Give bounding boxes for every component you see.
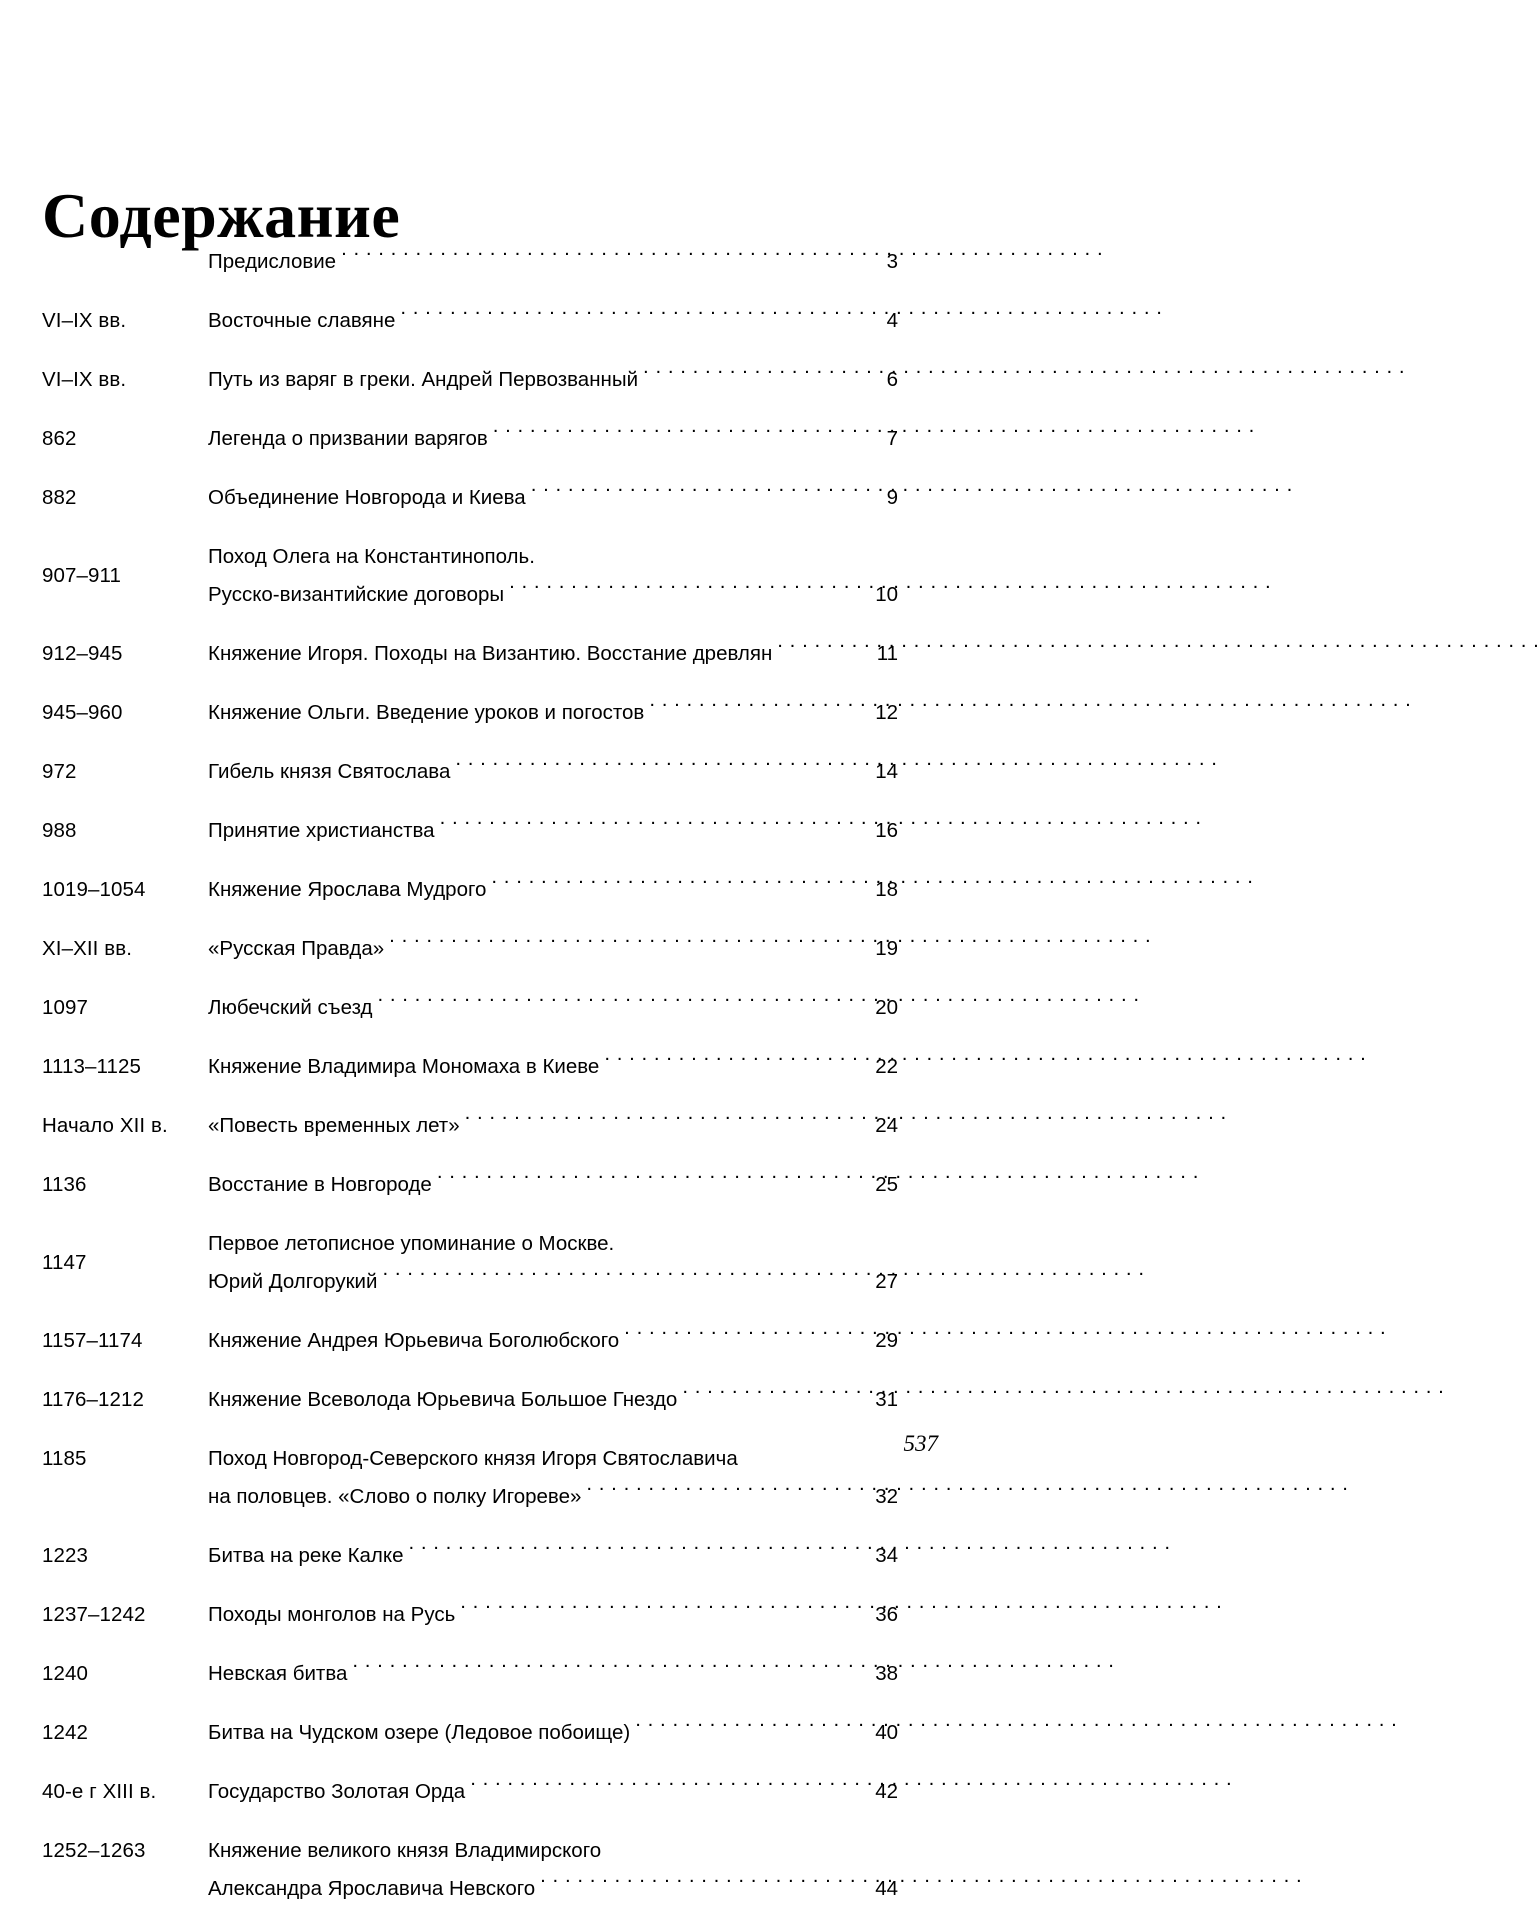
leader-dots bbox=[455, 758, 869, 779]
entry-page-number: 14 bbox=[875, 760, 898, 783]
leader-dots bbox=[493, 425, 869, 446]
entry-page-number: 44 bbox=[875, 1877, 898, 1900]
entry-body bbox=[208, 635, 898, 673]
entry-date: 1136 bbox=[42, 1173, 87, 1196]
entry-title: Путь из варяг в греки. Андрей Первозванный bbox=[208, 368, 639, 391]
entry-date: 912–945 bbox=[42, 642, 123, 665]
leader-dots bbox=[777, 640, 869, 661]
toc-entry[interactable] bbox=[42, 753, 898, 791]
toc-entry[interactable] bbox=[42, 243, 898, 281]
toc-entry[interactable] bbox=[42, 1655, 898, 1693]
entry-page-number: 25 bbox=[875, 1173, 898, 1196]
entry-page-number: 24 bbox=[875, 1114, 898, 1137]
toc-entry[interactable] bbox=[42, 361, 898, 399]
leader-dots bbox=[604, 1053, 869, 1074]
entry-line bbox=[208, 1107, 898, 1145]
entry-title: Первое летописное упоминание о Москве. bbox=[208, 1232, 615, 1255]
toc-entry[interactable] bbox=[42, 479, 898, 517]
entry-line bbox=[208, 1537, 898, 1575]
leader-dots bbox=[649, 699, 869, 720]
toc-entry[interactable] bbox=[42, 1225, 898, 1301]
toc-entry[interactable] bbox=[42, 694, 898, 732]
entry-line bbox=[208, 930, 898, 968]
entry-page-number: 20 bbox=[875, 996, 898, 1019]
entry-page-number: 31 bbox=[875, 1388, 898, 1411]
entry-date: 1252–1263 bbox=[42, 1839, 146, 1862]
toc-entry[interactable] bbox=[42, 420, 898, 458]
entry-title: Княжение Ольги. Введение уроков и погостов bbox=[208, 701, 645, 724]
leader-dots bbox=[624, 1327, 869, 1348]
entry-body bbox=[208, 1655, 898, 1693]
entry-title: Объединение Новгорода и Киева bbox=[208, 486, 526, 509]
entry-title: Принятие христианства bbox=[208, 819, 435, 842]
leader-dots bbox=[635, 1719, 869, 1740]
toc-entry[interactable] bbox=[42, 1322, 898, 1360]
page-title: Содержание bbox=[42, 179, 401, 251]
entry-title: Княжение Игоря. Походы на Византию. Восстание древлян bbox=[208, 642, 773, 665]
toc-entry[interactable] bbox=[42, 930, 898, 968]
toc-entry[interactable] bbox=[42, 1773, 898, 1811]
entry-page-number: 12 bbox=[875, 701, 898, 724]
entry-date: 1223 bbox=[42, 1544, 89, 1567]
entry-date: XI–XII вв. bbox=[42, 937, 133, 960]
entry-page-number: 18 bbox=[875, 878, 898, 901]
entry-body bbox=[208, 753, 898, 791]
entry-body bbox=[208, 1773, 898, 1811]
leader-dots bbox=[682, 1386, 869, 1407]
entry-page-number: 29 bbox=[875, 1329, 898, 1352]
toc-entry[interactable] bbox=[42, 302, 898, 340]
entry-date: Начало XII в. bbox=[42, 1114, 168, 1137]
entry-body bbox=[208, 930, 898, 968]
entry-body bbox=[208, 361, 898, 399]
entry-date: 1147 bbox=[42, 1251, 87, 1274]
entry-title: Поход Олега на Константинополь. bbox=[208, 545, 535, 568]
toc-entry[interactable] bbox=[42, 538, 898, 614]
entry-date: 40-е г XIII в. bbox=[42, 1780, 157, 1803]
entry-line bbox=[208, 1596, 898, 1634]
entry-date: 1019–1054 bbox=[42, 878, 146, 901]
entry-title: Невская битва bbox=[208, 1662, 348, 1685]
leader-dots bbox=[437, 1171, 869, 1192]
leader-dots bbox=[586, 1483, 869, 1504]
toc-entry[interactable] bbox=[42, 1440, 898, 1516]
entry-date: VI–IX вв. bbox=[42, 368, 127, 391]
entry-body bbox=[208, 989, 898, 1027]
leader-dots bbox=[389, 935, 869, 956]
toc-entry[interactable] bbox=[42, 1537, 898, 1575]
toc-entry[interactable] bbox=[42, 989, 898, 1027]
toc-entry[interactable] bbox=[42, 1048, 898, 1086]
toc-entry[interactable] bbox=[42, 1596, 898, 1634]
entry-page-number: 3 bbox=[886, 250, 898, 273]
entry-page-number: 7 bbox=[886, 427, 898, 450]
entry-title: на половцев. «Слово о полку Игореве» bbox=[208, 1485, 582, 1508]
entry-body bbox=[208, 812, 898, 850]
entry-date: 1157–1174 bbox=[42, 1329, 143, 1352]
entry-line bbox=[208, 576, 898, 614]
entry-title: Княжение Владимира Мономаха в Киеве bbox=[208, 1055, 600, 1078]
entry-date: 862 bbox=[42, 427, 77, 450]
entry-line bbox=[208, 1322, 898, 1360]
leader-dots bbox=[400, 307, 869, 328]
entry-line bbox=[208, 812, 898, 850]
entry-page-number: 19 bbox=[875, 937, 898, 960]
entry-body bbox=[208, 479, 898, 517]
entry-line bbox=[208, 243, 898, 281]
entry-title: Битва на Чудском озере (Ледовое побоище) bbox=[208, 1721, 631, 1744]
leader-dots bbox=[460, 1601, 869, 1622]
leader-dots bbox=[540, 1875, 869, 1896]
toc-entry[interactable] bbox=[42, 1832, 898, 1908]
entry-body bbox=[208, 420, 898, 458]
entry-date: 1237–1242 bbox=[42, 1603, 146, 1626]
entry-page-number: 40 bbox=[875, 1721, 898, 1744]
entry-line bbox=[208, 871, 898, 909]
leader-dots bbox=[643, 366, 869, 387]
toc-entry[interactable] bbox=[42, 812, 898, 850]
entry-title: «Русская Правда» bbox=[208, 937, 385, 960]
entry-line bbox=[208, 694, 898, 732]
entry-title: Княжение великого князя Владимирского bbox=[208, 1839, 602, 1862]
leader-dots bbox=[465, 1112, 869, 1133]
entry-body bbox=[208, 1537, 898, 1575]
entry-date: 1242 bbox=[42, 1721, 89, 1744]
entry-body bbox=[208, 302, 898, 340]
leader-dots bbox=[491, 876, 869, 897]
entry-date: 1185 bbox=[42, 1447, 87, 1470]
entry-body bbox=[208, 694, 898, 732]
entry-date: 907–911 bbox=[42, 564, 121, 587]
leader-dots bbox=[440, 817, 869, 838]
entry-line bbox=[208, 361, 898, 399]
entry-body bbox=[208, 871, 898, 909]
leader-dots bbox=[377, 994, 869, 1015]
entry-title: Гибель князя Святослава bbox=[208, 760, 451, 783]
toc-entry[interactable] bbox=[42, 635, 898, 673]
leader-dots bbox=[470, 1778, 869, 1799]
entry-line bbox=[208, 1870, 898, 1908]
entry-page-number: 34 bbox=[875, 1544, 898, 1567]
entry-page-number: 10 bbox=[875, 583, 898, 606]
entry-date: 972 bbox=[42, 760, 77, 783]
entry-body bbox=[208, 243, 898, 281]
entry-line bbox=[208, 1714, 898, 1752]
entry-page-number: 38 bbox=[875, 1662, 898, 1685]
entry-body bbox=[208, 1048, 898, 1086]
entry-line bbox=[208, 479, 898, 517]
leader-dots bbox=[382, 1268, 869, 1289]
toc-entry[interactable] bbox=[42, 871, 898, 909]
entry-page-number: 36 bbox=[875, 1603, 898, 1626]
entry-line bbox=[208, 1263, 898, 1301]
leader-dots bbox=[341, 248, 869, 269]
entry-page-number: 11 bbox=[876, 642, 898, 665]
entry-date: 882 bbox=[42, 486, 77, 509]
entry-body bbox=[208, 1832, 898, 1908]
entry-page-number: 16 bbox=[875, 819, 898, 842]
toc-entry[interactable] bbox=[42, 1381, 898, 1419]
entry-title: Легенда о призвании варягов bbox=[208, 427, 488, 450]
entry-page-number: 4 bbox=[886, 309, 898, 332]
entry-date: 1097 bbox=[42, 996, 89, 1019]
entry-date: 945–960 bbox=[42, 701, 123, 724]
entry-title: Княжение Всеволода Юрьевича Большое Гнездо bbox=[208, 1388, 678, 1411]
entry-title: Любечский съезд bbox=[208, 996, 373, 1019]
entry-title: Княжение Ярослава Мудрого bbox=[208, 878, 487, 901]
entry-line bbox=[208, 1655, 898, 1693]
entry-page-number: 27 bbox=[875, 1270, 898, 1293]
entry-title: Русско-византийские договоры bbox=[208, 583, 505, 606]
entry-page-number: 42 bbox=[875, 1780, 898, 1803]
entry-line bbox=[208, 1773, 898, 1811]
entry-title: Предисловие bbox=[208, 250, 337, 273]
entry-title: Государство Золотая Орда bbox=[208, 1780, 466, 1803]
entry-line bbox=[208, 1478, 898, 1516]
entry-line bbox=[208, 1166, 898, 1204]
toc-entry[interactable] bbox=[42, 1107, 898, 1145]
entry-title: Александра Ярославича Невского bbox=[208, 1877, 536, 1900]
entry-page-number: 9 bbox=[886, 486, 898, 509]
entry-date: 1240 bbox=[42, 1662, 89, 1685]
entry-page-number: 32 bbox=[875, 1485, 898, 1508]
entry-body bbox=[208, 1225, 898, 1301]
toc-entry[interactable] bbox=[42, 1166, 898, 1204]
leader-dots bbox=[531, 484, 869, 505]
entry-title: Юрий Долгорукий bbox=[208, 1270, 378, 1293]
entry-line bbox=[208, 302, 898, 340]
entry-date: 1113–1125 bbox=[42, 1055, 141, 1078]
leader-dots bbox=[352, 1660, 869, 1681]
leader-dots bbox=[509, 581, 869, 602]
entry-page-number: 22 bbox=[875, 1055, 898, 1078]
entry-title: Битва на реке Калке bbox=[208, 1544, 404, 1567]
leader-dots bbox=[408, 1542, 869, 1563]
entry-body bbox=[208, 1440, 898, 1516]
folio-page-number: 537 bbox=[903, 1431, 938, 1456]
entry-body bbox=[208, 538, 898, 614]
entry-title: Восточные славяне bbox=[208, 309, 396, 332]
entry-title: Княжение Андрея Юрьевича Боголюбского bbox=[208, 1329, 620, 1352]
entry-title: «Повесть временных лет» bbox=[208, 1114, 460, 1137]
entry-title: Походы монголов на Русь bbox=[208, 1603, 456, 1626]
entry-body bbox=[208, 1714, 898, 1752]
entry-date: 988 bbox=[42, 819, 77, 842]
entry-title: Поход Новгород-Северского князя Игоря Святославича bbox=[208, 1447, 738, 1470]
entry-title: Восстание в Новгороде bbox=[208, 1173, 432, 1196]
entry-body bbox=[208, 1596, 898, 1634]
entry-page-number: 6 bbox=[886, 368, 898, 391]
entry-body bbox=[208, 1107, 898, 1145]
toc-entry[interactable] bbox=[42, 1714, 898, 1752]
entry-line bbox=[208, 635, 898, 673]
toc-entry-list bbox=[42, 243, 898, 1929]
entry-body bbox=[208, 1166, 898, 1204]
entry-line bbox=[208, 420, 898, 458]
entry-line bbox=[208, 989, 898, 1027]
entry-body bbox=[208, 1322, 898, 1360]
entry-line bbox=[208, 753, 898, 791]
entry-line bbox=[208, 1048, 898, 1086]
entry-date: VI–IX вв. bbox=[42, 309, 127, 332]
entry-date: 1176–1212 bbox=[42, 1388, 144, 1411]
entry-line bbox=[208, 1381, 898, 1419]
entry-body bbox=[208, 1381, 898, 1419]
